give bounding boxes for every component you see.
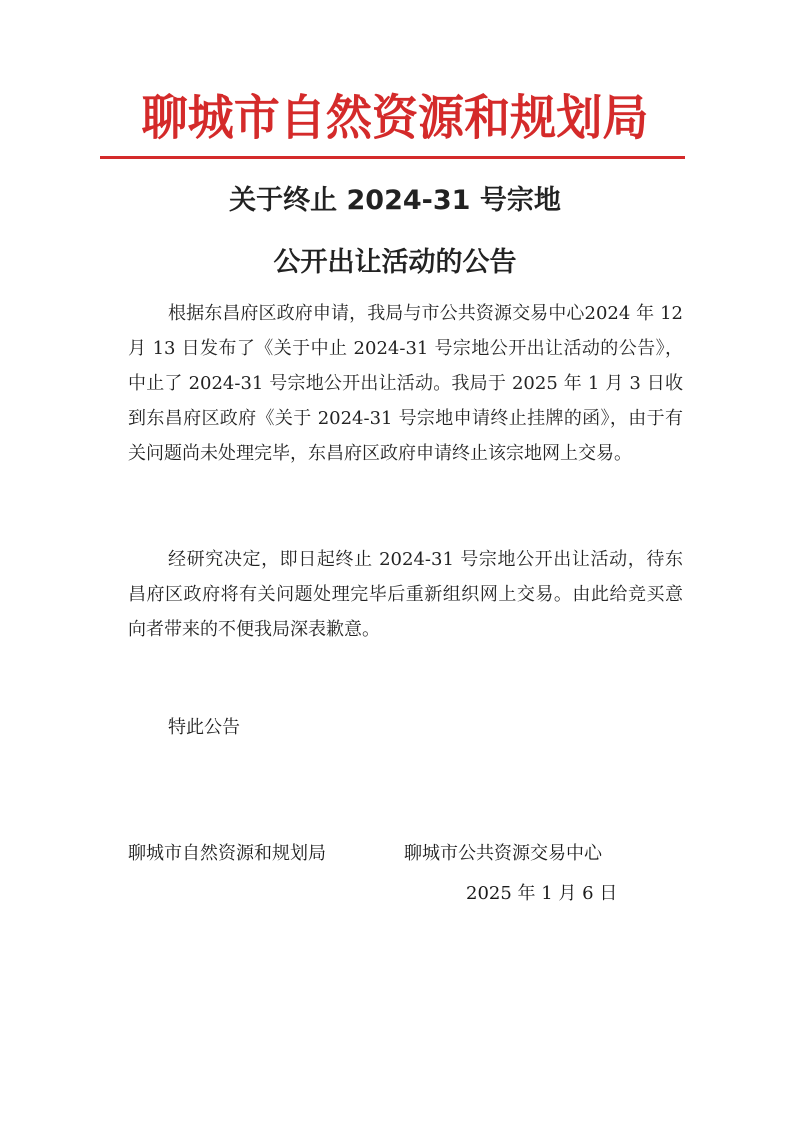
body-paragraph-1: 根据东昌府区政府申请，我局与市公共资源交易中心2024 年 12 月 13 日发布了《关于中止 2024-31 号宗地公开出让活动的公告》，中止了 2024-31 号宗地公开出让活动。我局于 2025 年 1 月 3 日收到东昌府区政府《关于 2024-31 号宗地申请终止挂牌的函》，由于有关问题尚未处理完毕，东昌府区政府申请终止该宗地网上交易。	[128, 303, 683, 464]
issuer-signature-1: 聊城市自然资源和规划局	[128, 843, 326, 864]
letterhead-title: 聊城市自然资源和规划局	[141, 90, 649, 146]
notice-title-line-1: 关于终止 2024-31 号宗地	[229, 185, 561, 216]
issue-date: 2025 年 1 月 6 日	[466, 883, 618, 904]
issuer-signature-2: 聊城市公共资源交易中心	[404, 843, 602, 864]
body-paragraph-2: 经研究决定，即日起终止 2024-31 号宗地公开出让活动，待东昌府区政府将有关问题处理完毕后重新组织网上交易。由此给竞买意向者带来的不便我局深表歉意。	[128, 549, 683, 640]
closing-remark: 特此公告	[168, 717, 240, 738]
notice-title-line-2: 公开出让活动的公告	[273, 247, 517, 278]
letterhead-divider	[100, 156, 685, 159]
